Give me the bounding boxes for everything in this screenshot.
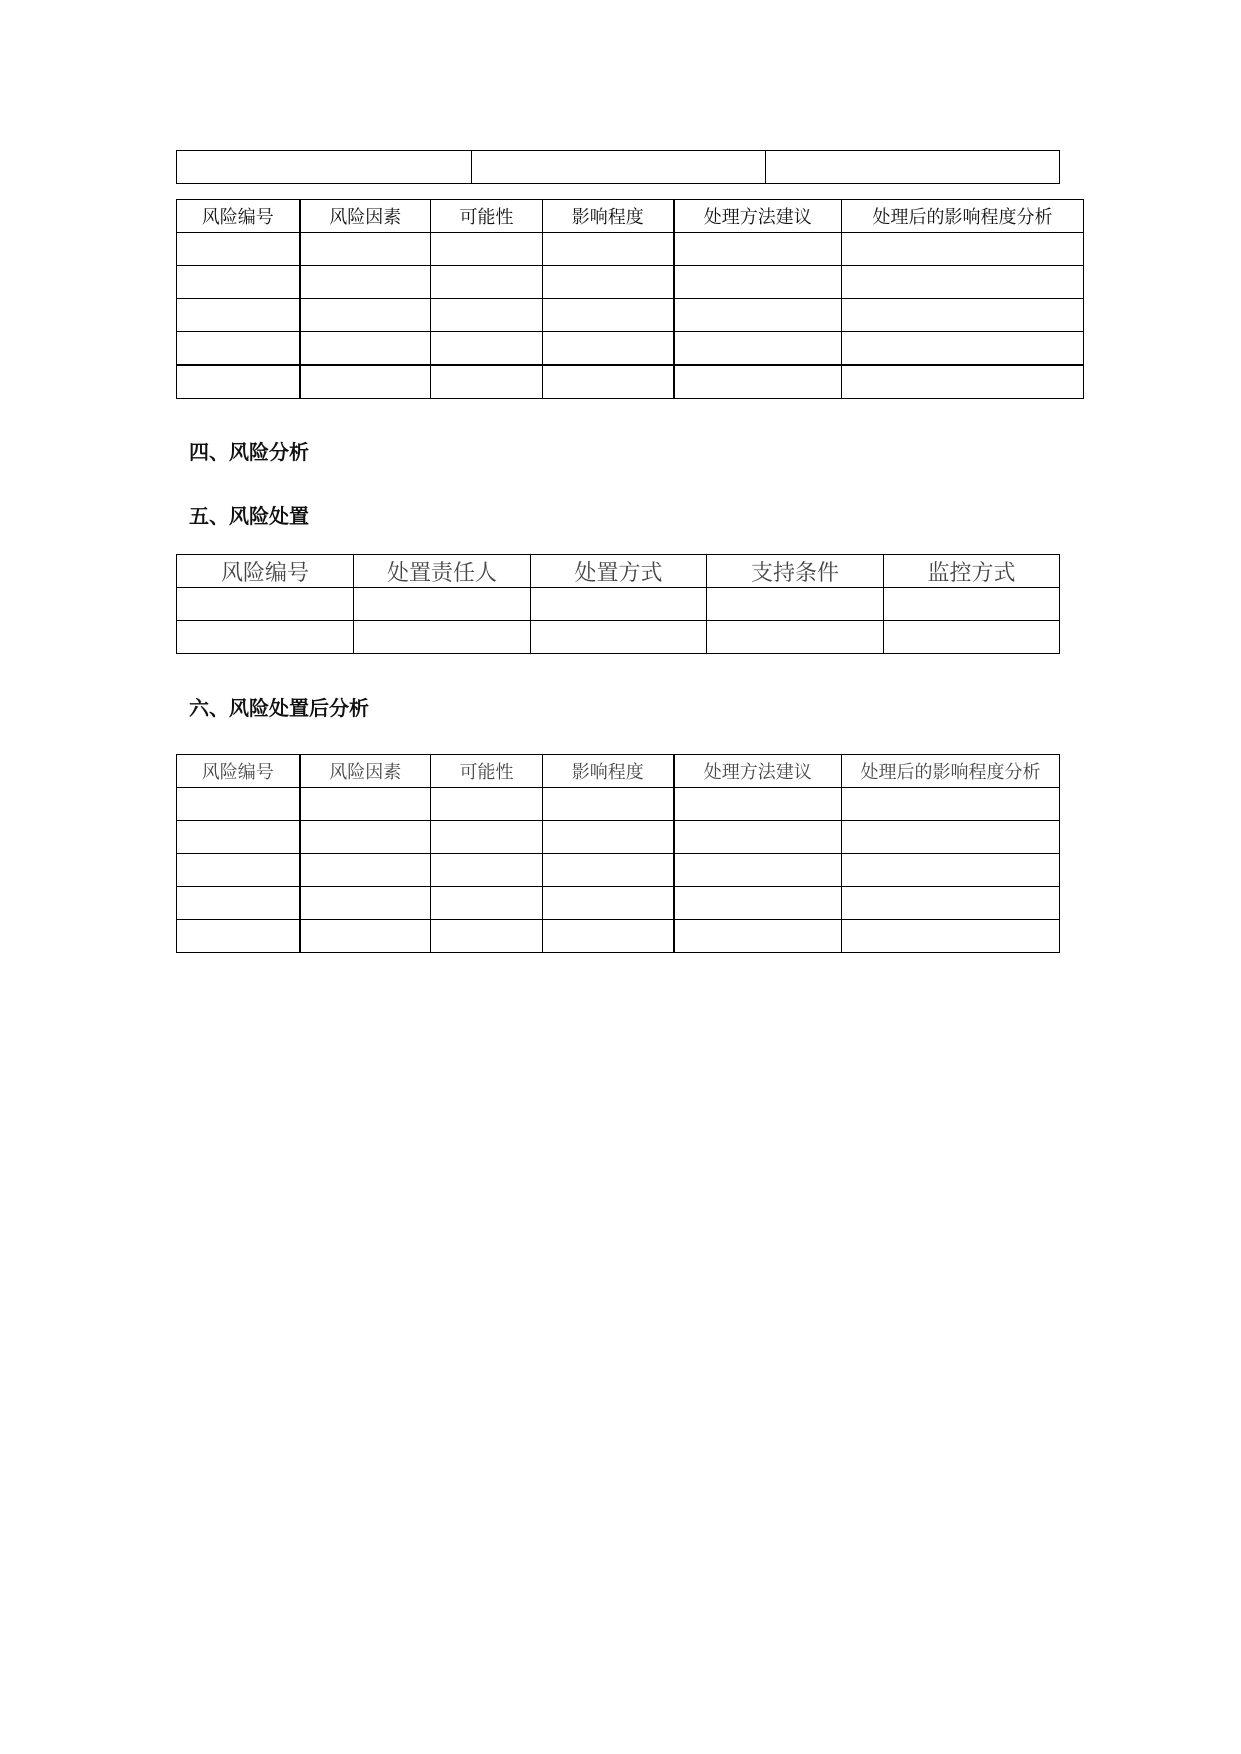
section-heading-risk-disposal: 五、风险处置 — [189, 504, 309, 528]
table-cell — [177, 266, 300, 299]
table-cell — [300, 887, 431, 920]
header-monitoring-method: 监控方式 — [884, 555, 1060, 588]
header-risk-id: 风险编号 — [177, 555, 354, 588]
header-probability: 可能性 — [431, 200, 543, 233]
table-row — [177, 788, 1060, 821]
table-cell — [300, 854, 431, 887]
table-row — [177, 887, 1060, 920]
table-cell — [884, 621, 1060, 654]
table-cell — [842, 266, 1084, 299]
table-cell — [177, 588, 354, 621]
table-cell — [431, 332, 543, 366]
table-cell — [674, 920, 842, 953]
header-post-impact: 处理后的影响程度分析 — [842, 755, 1060, 788]
table-cell — [674, 854, 842, 887]
table-cell — [300, 788, 431, 821]
table-cell — [431, 266, 543, 299]
table-cell — [300, 266, 431, 299]
table-row — [177, 365, 1084, 399]
table-cell — [674, 788, 842, 821]
table-cell — [177, 621, 354, 654]
table-cell — [431, 887, 543, 920]
table-cell — [354, 588, 531, 621]
table-cell — [300, 821, 431, 854]
table-row — [177, 266, 1084, 299]
header-impact: 影响程度 — [543, 755, 674, 788]
table-row — [177, 332, 1084, 366]
table-cell — [842, 920, 1060, 953]
table-cell — [431, 299, 543, 332]
table-cell — [472, 151, 766, 184]
table-cell — [431, 233, 543, 266]
table-cell — [543, 788, 674, 821]
table-cell — [842, 788, 1060, 821]
header-responsible-person: 处置责任人 — [354, 555, 531, 588]
table-cell — [674, 266, 842, 299]
table-cell — [543, 233, 674, 266]
table-header-row — [177, 755, 1060, 788]
table-cell — [842, 365, 1084, 399]
table-row — [177, 233, 1084, 266]
risk-disposal-table — [176, 554, 1060, 654]
table-cell — [177, 233, 300, 266]
post-disposal-table — [176, 754, 1060, 953]
header-risk-id: 风险编号 — [177, 755, 300, 788]
top-partial-table — [176, 150, 1060, 184]
table-cell — [674, 233, 842, 266]
table-cell — [543, 887, 674, 920]
table-cell — [543, 299, 674, 332]
table-cell — [543, 332, 674, 366]
table-cell — [842, 854, 1060, 887]
table-cell — [531, 621, 707, 654]
table-cell — [543, 266, 674, 299]
header-risk-factor: 风险因素 — [300, 200, 431, 233]
table-cell — [543, 854, 674, 887]
table-cell — [674, 299, 842, 332]
table-cell — [300, 233, 431, 266]
table-row — [177, 854, 1060, 887]
header-disposal-method: 处置方式 — [531, 555, 707, 588]
table-cell — [431, 788, 543, 821]
header-treatment: 处理方法建议 — [674, 755, 842, 788]
table-row — [177, 299, 1084, 332]
risk-assessment-table — [176, 199, 1084, 399]
table-cell — [842, 233, 1084, 266]
header-risk-id: 风险编号 — [177, 200, 300, 233]
header-post-impact: 处理后的影响程度分析 — [842, 200, 1084, 233]
table-cell — [300, 332, 431, 366]
table-cell — [842, 821, 1060, 854]
header-impact: 影响程度 — [543, 200, 674, 233]
table-cell — [707, 588, 884, 621]
table-cell — [884, 588, 1060, 621]
table-cell — [543, 365, 674, 399]
table-cell — [766, 151, 1060, 184]
table-header-row — [177, 200, 1084, 233]
table-cell — [300, 920, 431, 953]
table-cell — [177, 821, 300, 854]
table-cell — [354, 621, 531, 654]
table-cell — [674, 887, 842, 920]
table-cell — [842, 299, 1084, 332]
table-cell — [431, 920, 543, 953]
table-cell — [674, 332, 842, 366]
header-risk-factor: 风险因素 — [300, 755, 431, 788]
table-row — [177, 821, 1060, 854]
table-cell — [707, 621, 884, 654]
table-cell — [177, 365, 300, 399]
table-cell — [300, 299, 431, 332]
table-row — [177, 151, 1060, 184]
table-cell — [842, 332, 1084, 366]
section-heading-risk-analysis: 四、风险分析 — [189, 440, 309, 464]
table-row — [177, 920, 1060, 953]
table-cell — [177, 854, 300, 887]
table-cell — [842, 887, 1060, 920]
table-cell — [543, 821, 674, 854]
header-probability: 可能性 — [431, 755, 543, 788]
table-cell — [177, 332, 300, 366]
table-cell — [531, 588, 707, 621]
table-cell — [674, 365, 842, 399]
table-cell — [674, 821, 842, 854]
table-cell — [177, 299, 300, 332]
header-support-conditions: 支持条件 — [707, 555, 884, 588]
table-cell — [431, 365, 543, 399]
table-cell — [543, 920, 674, 953]
table-cell — [431, 821, 543, 854]
table-row — [177, 588, 1060, 621]
table-cell — [177, 151, 472, 184]
table-cell — [300, 365, 431, 399]
table-cell — [431, 854, 543, 887]
table-cell — [177, 920, 300, 953]
table-header-row — [177, 555, 1060, 588]
header-treatment: 处理方法建议 — [674, 200, 842, 233]
table-cell — [177, 788, 300, 821]
table-cell — [177, 887, 300, 920]
section-heading-post-disposal: 六、风险处置后分析 — [189, 696, 369, 720]
table-row — [177, 621, 1060, 654]
